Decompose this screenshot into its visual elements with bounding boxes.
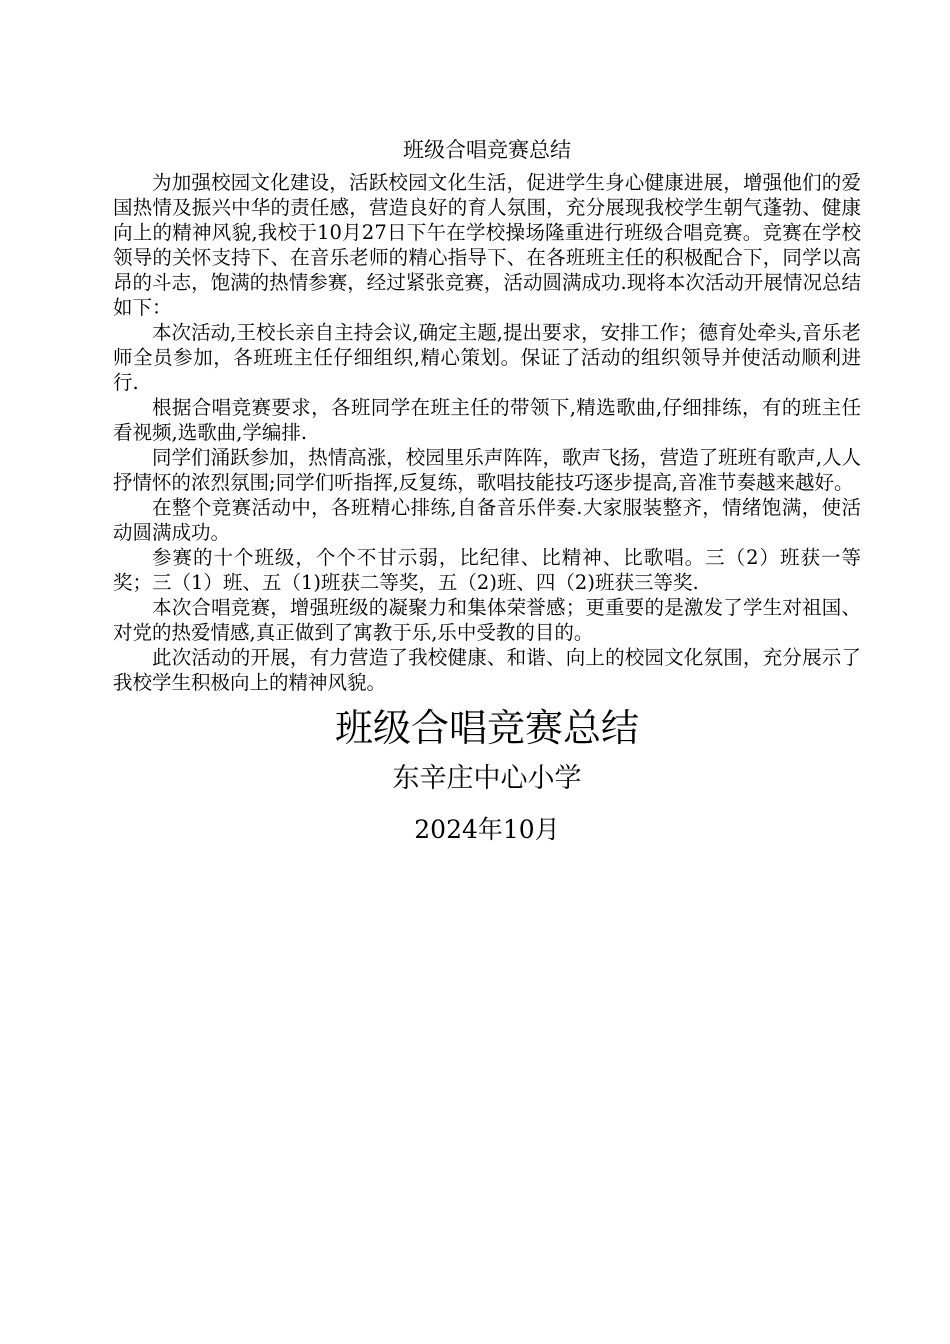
- paragraph-preparation: 根据合唱竞赛要求，各班同学在班主任的带领下,精选歌曲,仔细排练，有的班主任看视频,选歌曲,学编排.: [113, 396, 861, 444]
- paragraph-participation: 同学们涌跃参加，热情高涨，校园里乐声阵阵，歌声飞扬，营造了班班有歌声,人人抒情怀的浓烈氛围;同学们听指挥,反复练，歌唱技能技巧逐步提高,音准节奏越来越好。: [113, 446, 861, 494]
- paragraph-organization: 本次活动,王校长亲自主持会议,确定主题,提出要求，安排工作；德育处牵头,音乐老师全员参加，各班班主任仔细组织,精心策划。保证了活动的组织领导并使活动顺利进行.: [113, 321, 861, 394]
- document-body: [113, 170, 861, 695]
- cover-block: [113, 703, 861, 847]
- paragraph-conclusion: 此次活动的开展，有力营造了我校健康、和谐、向上的校园文化氛围，充分展示了我校学生积极向上的精神风貌。: [113, 646, 861, 694]
- paragraph-results: 参赛的十个班级，个个不甘示弱，比纪律、比精神、比歌唱。三（2）班获一等奖；三（1）班、五（1)班获二等奖，五（2)班、四（2)班获三等奖.: [113, 546, 861, 594]
- paragraph-performance: 在整个竞赛活动中，各班精心排练,自备音乐伴奏.大家服装整齐，情绪饱满，使活动圆满成功。: [113, 496, 861, 544]
- document-page: [113, 136, 861, 847]
- cover-school-name: 东辛庄中心小学: [392, 763, 582, 794]
- paragraph-intro: 为加强校园文化建设，活跃校园文化生活，促进学生身心健康进展，增强他们的爱国热情及振兴中华的责任感，营造良好的育人氛围，充分展现我校学生朝气蓬勃、健康向上的精神风貌,我校于10月27日下午在学校操场隆重进行班级合唱竞赛。竞赛在学校领导的关怀支持下、在音乐老师的精心指导下、在各班班主任的积极配合下，同学以高昂的斗志，饱满的热情参赛，经过紧张竞赛，活动圆满成功.现将本次活动开展情况总结如下：: [113, 171, 861, 319]
- document-title: 班级合唱竞赛总结: [403, 138, 571, 162]
- cover-title: 班级合唱竞赛总结: [334, 706, 639, 750]
- paragraph-significance: 本次合唱竞赛，增强班级的凝聚力和集体荣誉感；更重要的是激发了学生对祖国、对党的热爱情感,真正做到了寓教于乐,乐中受教的目的。: [113, 596, 861, 644]
- cover-date: 2024年10月: [414, 815, 560, 844]
